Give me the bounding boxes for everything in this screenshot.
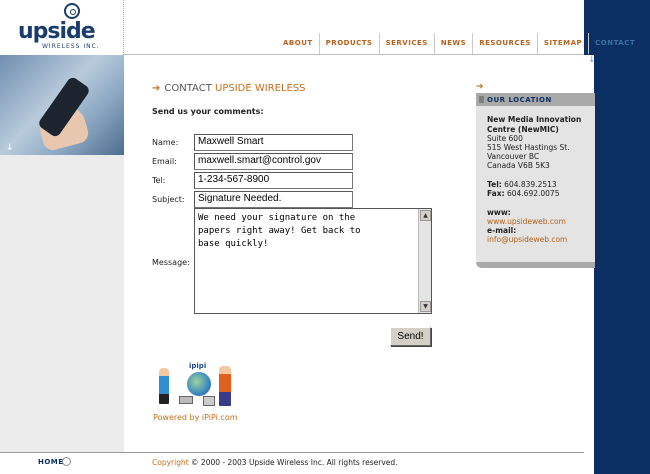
powered-by-link[interactable]: Powered by iPiPi.com [153, 413, 238, 422]
location-panel-footer [476, 262, 595, 268]
ipipi-logo[interactable] [155, 362, 235, 410]
site-logo[interactable] [18, 3, 122, 51]
nav-sitemap[interactable]: SITEMAP [537, 33, 588, 55]
arrow-down-icon: ↓ [588, 55, 596, 65]
arrow-right-icon: ➔ [152, 83, 161, 94]
nav-contact[interactable]: CONTACT [588, 33, 641, 55]
copyright-rest: © 2000 - 2003 Upside Wireless Inc. All rights reserved. [191, 458, 398, 467]
page-title [152, 83, 306, 94]
message-textarea[interactable] [194, 208, 432, 314]
logo-subtitle: WIRELESS INC. [42, 43, 100, 50]
fax-line-label: Fax: [487, 189, 505, 198]
globe-icon [187, 372, 211, 396]
title-prefix: CONTACT [164, 83, 212, 94]
address-line: Vancouver BC [487, 152, 540, 161]
subject-label: Subject: [152, 195, 185, 204]
form-intro: Send us your comments: [152, 107, 264, 116]
location-title: OUR LOCATION [487, 96, 552, 104]
nav-news[interactable]: NEWS [434, 33, 472, 55]
address-line: Suite 600 [487, 134, 523, 143]
location-header [476, 93, 595, 106]
send-button[interactable]: Send! [390, 327, 431, 346]
scroll-down-icon[interactable]: ▼ [420, 301, 431, 312]
address-line: 515 West Hastings St. [487, 143, 570, 152]
person-icon [159, 368, 169, 404]
email-label: Email: [152, 157, 177, 166]
top-nav [277, 33, 641, 55]
website-link[interactable]: www.upsideweb.com [487, 217, 566, 226]
header-divider [123, 0, 124, 55]
message-label: Message: [152, 258, 190, 267]
nav-services[interactable]: SERVICES [379, 33, 434, 55]
tel-line [487, 180, 557, 189]
subject-field[interactable]: Signature Needed. [194, 191, 353, 208]
location-panel [476, 93, 595, 268]
copyright-text [152, 458, 398, 467]
tel-number: 604.839.2513 [504, 180, 557, 189]
logo-word: upside [18, 19, 95, 44]
name-label: Name: [152, 138, 179, 147]
address-line: Canada V6B 5K3 [487, 161, 550, 170]
tel-label: Tel: [152, 176, 166, 185]
person-icon [219, 366, 231, 406]
textarea-scrollbar[interactable] [418, 209, 431, 313]
header-photo [0, 55, 124, 155]
laptop-icon [179, 396, 193, 404]
header-marker-icon [479, 96, 484, 103]
nav-about[interactable]: ABOUT [283, 39, 313, 47]
nav-divider [124, 54, 584, 55]
antenna-icon [64, 3, 80, 19]
home-link[interactable]: HOME [38, 458, 64, 466]
nav-products[interactable]: PRODUCTS [319, 33, 379, 55]
copyright-word: Copyright [152, 458, 189, 467]
page-footer [0, 452, 584, 474]
fax-number: 604.692.0075 [506, 189, 560, 198]
email-field[interactable]: maxwell.smart@control.gov [194, 153, 353, 170]
nav-resources[interactable]: RESOURCES [472, 33, 537, 55]
tel-field[interactable]: 1-234-567-8900 [194, 172, 353, 189]
message-text: We need your signature on the papers right away! Get back to base quickly! [198, 213, 361, 249]
title-brand: UPSIDE WIRELESS [215, 83, 306, 94]
phone-icon [203, 396, 215, 406]
email-link[interactable]: info@upsideweb.com [487, 235, 568, 244]
tel-line-label: Tel: [487, 180, 502, 189]
scroll-up-icon[interactable]: ▲ [420, 210, 431, 221]
www-label: www: [487, 208, 511, 217]
arrow-down-icon: ↓ [6, 143, 14, 153]
email-label: e-mail: [487, 226, 517, 235]
home-icon[interactable] [62, 457, 71, 466]
fax-line [487, 189, 559, 198]
org-name-line2: Centre (NewMIC) [487, 125, 559, 134]
ipipi-logo-text: ipipi [189, 362, 207, 370]
org-name-line1: New Media Innovation [487, 115, 582, 124]
name-field[interactable]: Maxwell Smart [194, 134, 353, 151]
arrow-right-icon: ➔ [476, 82, 484, 92]
